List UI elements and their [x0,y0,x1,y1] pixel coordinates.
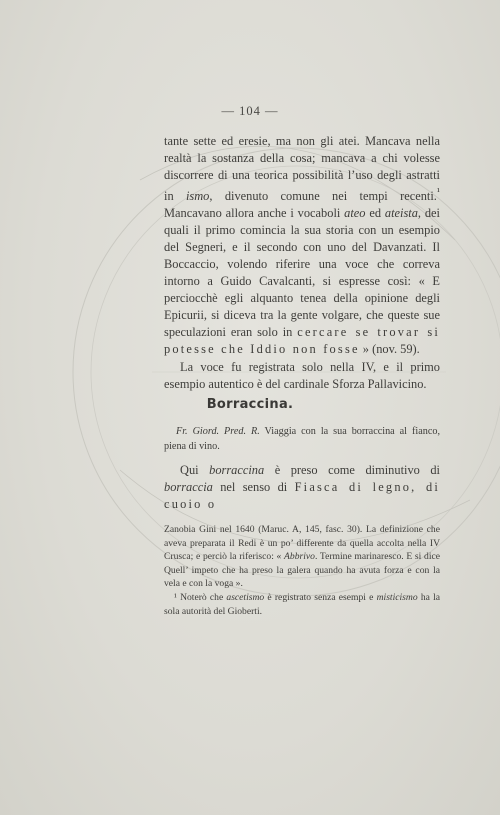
body-text [164,133,440,393]
citation-text: Viaggia con la sua borraccina al fianco, piena di vino. [164,426,440,452]
section-heading: Borraccina. [206,397,294,412]
text-run: Qui [180,463,210,477]
text-run: » (nov. 59). [359,342,420,357]
text-run: Mancavano allora anche i vocaboli [164,206,345,221]
text-run: , dei quali il primo comincia la sua storia con un esempio del Segneri, e il secondo con uno del Davanzati. Il Boccaccio, volendo riferire una voce che correva intorno a Guido Cavalcanti, si espresse così: « E perciocchè egli alquanto tenea della opinione degli Epicurii, si diceva tra la gente volgare, che queste sue speculazioni eran solo in [164,206,440,340]
text-run: è registrato senza esempi e [264,591,377,603]
text-run: Zanobia Gini nel 1640 (Maruc. A, 145, fasc. 30). La definizione che aveva preparata il Redi è un po’ differente da quella accolta nella IV Crusca; e perciò la riferisco: « [164,524,440,563]
italic-term: ateo [344,206,366,221]
footnotes [164,523,440,618]
citation-source: Fr. Giord. Pred. R. [176,426,260,437]
paragraph-1 [164,133,440,358]
italic-term: borraccina [209,463,265,477]
citation [164,425,440,454]
italic-term: ascetismo [226,591,265,603]
text-run: . Termine marinaresco. E si dice Quell’ impeto che ha preso la galera quando ha avuta forza e con la vela e con la voga ». [164,551,440,590]
text-run: ¹ Noterò che [174,591,227,603]
spaced-quote: cercare se trovar si potesse che Iddio non fosse [164,325,440,357]
text-run: tante sette ed eresie, ma non gli atei. Mancava nella realtà la sostanza della cosa; mancava a chi volesse discorrere di una teorica possibilità l’uso degli astratti in [164,134,440,204]
italic-term: ismo [185,189,210,204]
italic-term: misticismo [376,591,418,603]
paragraph-3 [164,462,440,513]
text-run: ha la sola autorità del Gioberti. [164,591,440,617]
footnote-1 [164,591,440,618]
italic-term: ateista [384,206,418,221]
page-number: — 104 — [221,104,279,118]
text-run: è preso come diminutivo di [264,463,441,477]
paragraph-2: La voce fu registrata solo nella IV, e il primo esempio autentico è del cardinale Sforza Pallavicino. [164,360,440,392]
footnote-continuation [164,523,440,591]
text-run: nel senso di [212,480,295,494]
text-run: ed [365,206,385,221]
spaced-text: Fiasca di legno, di cuoio o [164,480,440,511]
text-run: , divenuto comune nei tempi recenti. [209,189,437,204]
italic-term: borraccia [164,480,213,494]
italic-term: Abbrivo [284,551,315,563]
footnote-marker: ¹ [436,187,440,198]
